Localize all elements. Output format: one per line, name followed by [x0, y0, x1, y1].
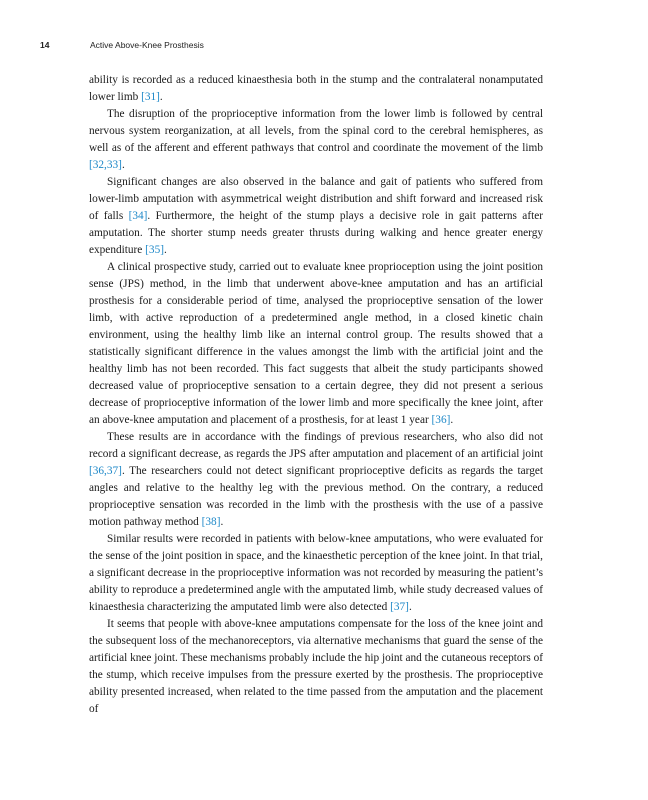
citation-link[interactable]: [34]	[128, 210, 148, 222]
citation-link[interactable]: [31]	[141, 91, 160, 103]
paragraph-text: Significant changes are also observed in the balance and gait of patients who suffered from lower-limb amputation with asymmetrical weight distribution and shift forward and increased risk of falls	[89, 176, 543, 222]
paragraph-text: It seems that people with above-knee amputations compensate for the loss of the knee joint and the subsequent loss of the mechanoreceptors, via alternative mechanisms that guard the sense of the artificial knee joint. These mechanisms probably include the hip joint and the cutaneous receptors of the stump, which receive impulses from the pressure exerted by the prosthesis. The proprioceptive ability presented increased, when related to the time passed from the amputation and the placement of	[89, 618, 543, 715]
citation-link[interactable]: [35]	[145, 244, 164, 256]
citation-link[interactable]: [38]	[201, 516, 221, 528]
paragraph-text: .	[159, 91, 163, 103]
paragraph-text: .	[450, 414, 454, 426]
paragraph	[89, 174, 543, 259]
paragraph-text: .	[163, 244, 167, 256]
paragraph-text: .	[408, 601, 412, 613]
paragraph	[89, 429, 543, 531]
paragraph-text: .	[121, 159, 125, 171]
page-number: 14	[40, 40, 50, 50]
paragraph-text: . The researchers could not detect significant proprioceptive deficits as regards the target angles and relative to the healthy leg with the previous method. On the contrary, a reduced proprioceptive sensation was recorded in the limb with the prosthesis with the use of a passive motion pathway method	[89, 465, 543, 528]
paragraph-text: Similar results were recorded in patients with below-knee amputations, who were evaluated for the sense of the joint position in space, and the kinaesthetic perception of the knee joint. In that trial, a significant decrease in the proprioceptive information was not recorded by measuring the patient’s ability to reproduce a predetermined angle with the amputated limb, while study decreased values of kinaesthesia characterizing the amputated limb were also detected	[89, 533, 543, 613]
running-title: Active Above-Knee Prosthesis	[90, 40, 204, 50]
citation-link[interactable]: [32,33]	[89, 159, 122, 171]
paragraph-text: A clinical prospective study, carried out to evaluate knee proprioception using the joint position sense (JPS) method, in the limb that underwent above-knee amputation and has an artificial prosthesis for a considerable period of time, analysed the proprioceptive sensation of the lower limb, with active reproduction of a predetermined angle method, in a closed kinetic chain environment, using the healthy limb like an internal control group. The results showed that a statistically significant difference in the values amongst the limb with the artificial joint and the healthy limb has not been recorded. This fact suggests that albeit the study participants showed decreased value of proprioceptive sensation to a certain degree, they did not present a serious decrease of proprioceptive information of the lower limb and more specifically the knee joint, after an above-knee amputation and placement of a prosthesis, for at least 1 year	[89, 261, 543, 426]
citation-link[interactable]: [37]	[390, 601, 409, 613]
paragraph-text: These results are in accordance with the findings of previous researchers, who also did not record a significant decrease, as regards the JPS after amputation and placement of an artificial joint	[89, 431, 543, 460]
paragraph	[89, 106, 543, 174]
paragraph	[89, 72, 543, 106]
paragraph-text: ability is recorded as a reduced kinaesthesia both in the stump and the contralateral nonamputated lower limb	[89, 74, 543, 103]
citation-link[interactable]: [36]	[431, 414, 451, 426]
paragraph-text: . Furthermore, the height of the stump plays a decisive role in gait patterns after amputation. The shorter stump needs greater thrusts during walking and hence greater energy expenditure	[89, 210, 543, 256]
running-header	[40, 40, 588, 54]
paragraph-text: The disruption of the proprioceptive information from the lower limb is followed by central nervous system reorganization, at all levels, from the spinal cord to the cerebral hemispheres, as well as of the afferent and efferent pathways that control and coordinate the movement of the limb	[89, 108, 543, 154]
body-text	[89, 72, 543, 718]
paragraph-text: .	[220, 516, 224, 528]
paragraph	[89, 259, 543, 429]
paragraph	[89, 531, 543, 616]
paragraph	[89, 616, 543, 718]
citation-link[interactable]: [36,37]	[89, 465, 122, 477]
